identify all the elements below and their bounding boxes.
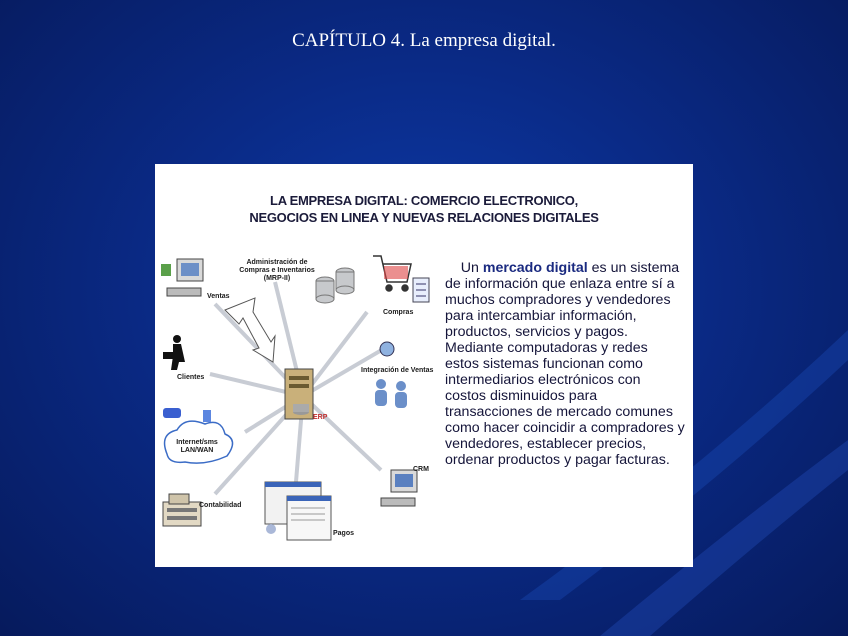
cash-register-icon <box>163 494 201 526</box>
sales-computer-icon <box>161 259 203 296</box>
client-person-icon <box>163 335 185 370</box>
digital-market-description <box>445 260 685 468</box>
node-label-internet-line-2: LAN/WAN <box>180 447 214 454</box>
panel-title-line-1: LA EMPRESA DIGITAL: COMERCIO ELECTRONICO, <box>270 193 578 208</box>
node-label-pagos: Pagos <box>333 530 355 537</box>
document-list-icon <box>413 278 429 302</box>
node-label-admin-line-1: Administración de <box>246 259 308 266</box>
flow-arrow-icon <box>225 298 275 362</box>
crm-computer-icon <box>381 470 417 506</box>
node-label-compras: Compras <box>383 309 414 316</box>
panel-title-line-2: NEGOCIOS EN LINEA Y NUEVAS RELACIONES DIGITALES <box>249 210 599 225</box>
description-body: es un sistema de información que enlaza entre sí a muchos compradores y vendedores para intercambiar información, productos, servicios y pagos. Mediante computadoras y redes estos sistemas funcionan como intermediarios electrónicos con costos disminuidos para transacciones de mercado comunes como hacer coincidir a compradores y vendedores, establecer precios, ordenar productos y pagar facturas. <box>445 260 685 468</box>
node-label-admin-line-2: Compras e Inventarios <box>239 267 315 274</box>
payments-window-icon <box>265 482 331 540</box>
database-icon <box>316 268 354 303</box>
node-label-erp: ERP <box>313 414 328 421</box>
description-lead: Un <box>460 260 483 276</box>
digital-company-panel <box>155 164 693 567</box>
node-label-admin-line-3: (MRP-II) <box>263 275 291 282</box>
node-label-integracion: Integración de Ventas <box>361 367 434 374</box>
node-label-ventas: Ventas <box>207 293 230 300</box>
node-label-internet <box>173 439 221 455</box>
description-term: mercado digital <box>482 260 588 276</box>
node-label-crm: CRM <box>413 466 429 473</box>
node-label-admin <box>233 259 321 283</box>
shopping-cart-icon <box>373 256 411 291</box>
node-label-clientes: Clientes <box>177 374 205 381</box>
erp-server-icon <box>285 369 313 419</box>
slide-title: CAPÍTULO 4. La empresa digital. <box>292 30 556 51</box>
node-label-internet-line-1: Internet/sms <box>176 439 218 446</box>
node-label-contabilidad: Contabilidad <box>199 502 242 509</box>
